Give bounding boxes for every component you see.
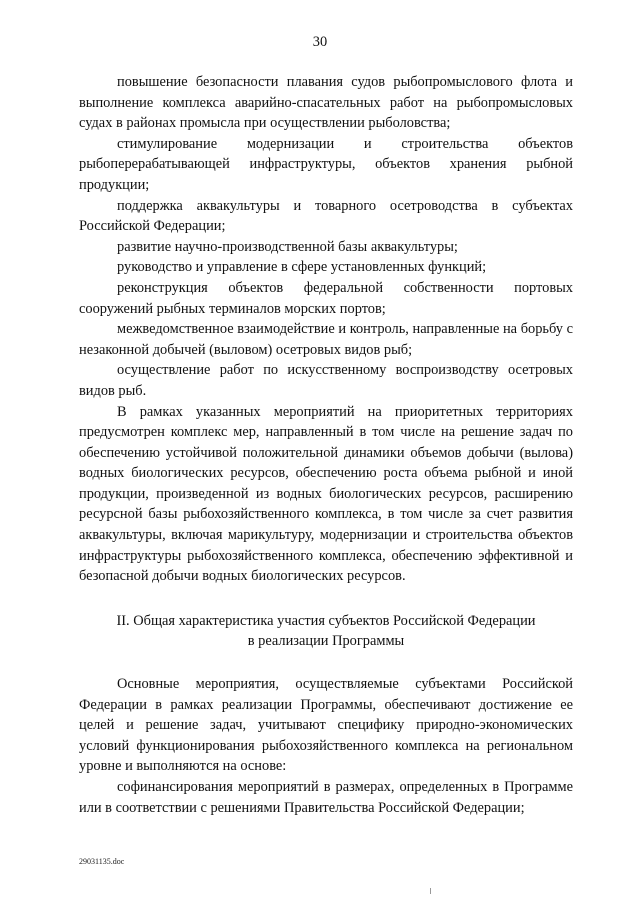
paragraph: софинансирования мероприятий в размерах, определенных в Программе или в соответствии с решениями Правительства Российской Федерации;	[79, 779, 573, 816]
section-heading	[79, 611, 573, 652]
scan-mark	[430, 888, 434, 894]
paragraph: осуществление работ по искусственному воспроизводству осетровых видов рыб.	[79, 362, 573, 399]
paragraph: В рамках указанных мероприятий на приоритетных территориях предусмотрен комплекс мер, направленный в том числе на решение задач по обеспечению устойчивой положительной динамики объемов добычи (вылова) водных биологических ресурсов, обеспечению роста объема рыбной и иной продукции, произведенной из водных биологических ресурсов, расширению ресурсной базы рыбохозяйственного комплекса, в том числе за счет развития аквакультуры, включая марикультуру, модернизации и строительства объектов инфраструктуры рыбохозяйственного комплекса, обеспечению эффективной и безопасной добычи водных биологических ресурсов.	[79, 403, 573, 585]
page-number: 30	[312, 34, 328, 50]
section-heading-line: в реализации Программы	[247, 633, 405, 650]
paragraph: Основные мероприятия, осуществляемые субъектами Российской Федерации в рамках реализации Программы, обеспечивают достижение ее целей и решение задач, учитывают специфику природно-экономических условий функционирования рыбохозяйственного комплекса на региональном уровне и выполняются на основе:	[79, 676, 573, 775]
paragraph: поддержка аквакультуры и товарного осетроводства в субъектах Российской Федерации;	[79, 197, 573, 235]
paragraph: межведомственное взаимодействие и контроль, направленные на борьбу с незаконной добычей (выловом) осетровых видов рыб;	[79, 321, 573, 358]
paragraph: стимулирование модернизации и строительства объектов рыбоперерабатывающей инфраструктуры, объектов хранения рыбной продукции;	[79, 135, 573, 193]
paragraph: реконструкция объектов федеральной собственности портовых сооружений рыбных терминалов морских портов;	[79, 279, 573, 317]
paragraph: руководство и управление в сфере установленных функций;	[117, 259, 487, 276]
paragraph: развитие научно-производственной базы аквакультуры;	[117, 238, 458, 255]
paragraph: повышение безопасности плавания судов рыбопромыслового флота и выполнение комплекса аварийно-спасательных работ на рыбопромысловых судах в районах промысла при осуществлении рыболовства;	[79, 74, 573, 132]
section-heading-line: II. Общая характеристика участия субъектов Российской Федерации	[116, 612, 536, 629]
body-text	[79, 72, 573, 818]
footer-filename: 29031135.doc	[79, 857, 125, 866]
